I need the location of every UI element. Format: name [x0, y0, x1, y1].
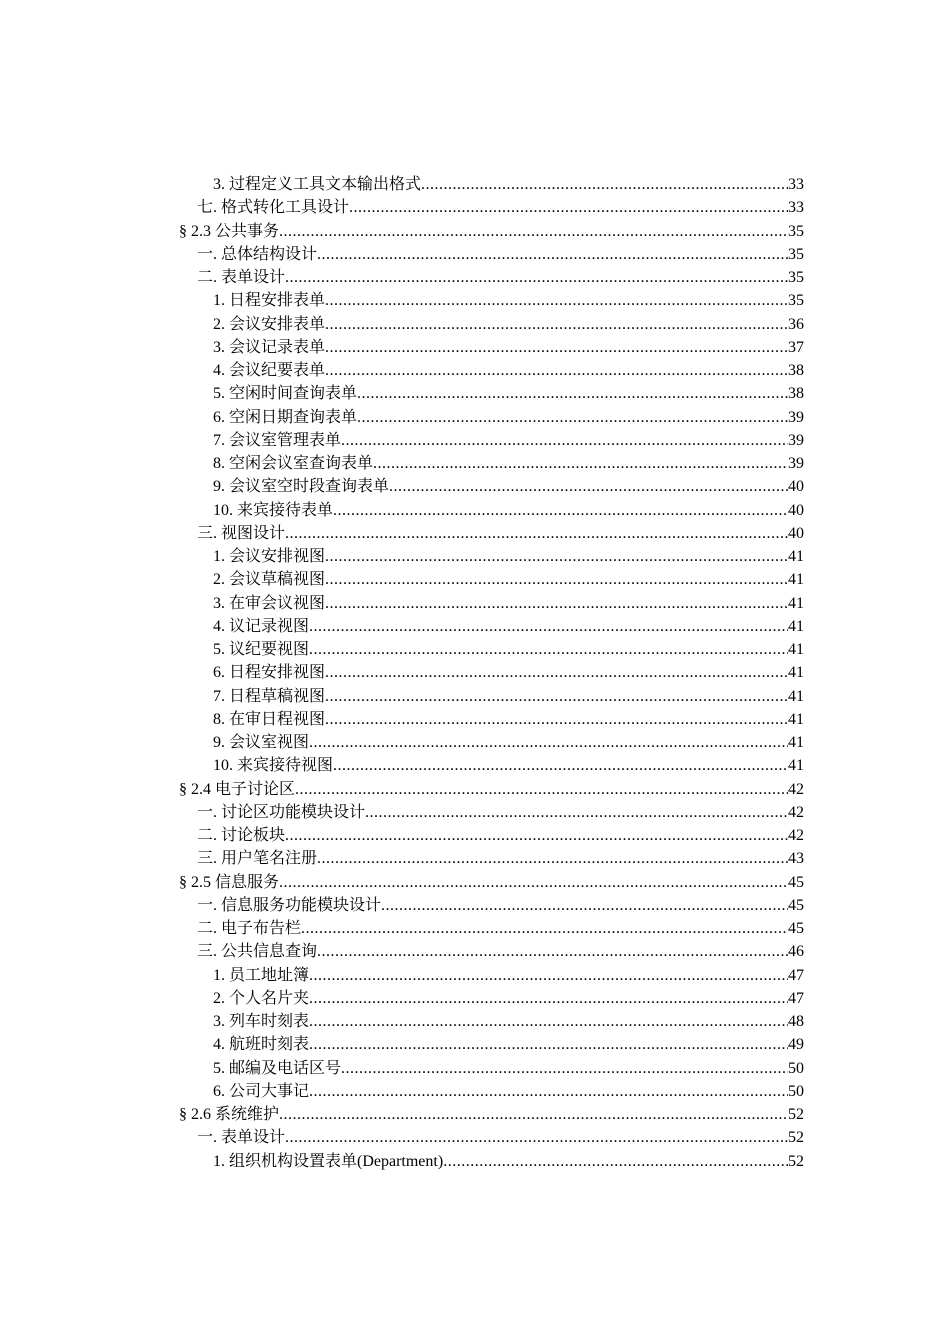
toc-entry-page-number: 41	[788, 571, 804, 589]
toc-entry-page-number: 41	[788, 641, 804, 658]
toc-entry[interactable]	[0, 429, 950, 452]
toc-entry-page-number: 49	[788, 1036, 804, 1054]
toc-entry-page-number: 50	[788, 1082, 804, 1100]
toc-entry[interactable]	[0, 1126, 950, 1149]
toc-entry-page-number: 33	[788, 199, 804, 217]
toc-entry[interactable]	[0, 1150, 950, 1173]
toc-entry-page-number: 41	[788, 687, 804, 705]
dot-leader	[309, 1080, 788, 1103]
dot-leader	[325, 545, 788, 568]
dot-leader	[309, 731, 788, 754]
toc-entry-page-number: 40	[788, 524, 804, 542]
dot-leader	[325, 708, 788, 731]
dot-leader	[365, 801, 788, 824]
toc-entry-title: 1. 组织机构设置表单(Department)	[213, 1152, 444, 1170]
toc-entry-title: 3. 在审会议视图	[213, 594, 326, 612]
toc-entry[interactable]	[0, 685, 950, 708]
toc-entry-title: 6. 日程安排视图	[213, 664, 326, 682]
toc-entry-title: 二. 电子布告栏	[197, 920, 302, 937]
toc-entry-title: 7. 日程草稿视图	[213, 687, 326, 705]
toc-entry-title: § 2.5 信息服务	[179, 873, 280, 891]
toc-entry[interactable]	[0, 266, 950, 289]
dot-leader	[373, 452, 788, 475]
dot-leader	[325, 359, 788, 382]
toc-entry-page-number: 38	[788, 385, 804, 403]
toc-entry-title: 5. 空闲时间查询表单	[213, 385, 358, 403]
toc-entry[interactable]	[0, 499, 950, 522]
toc-entry[interactable]	[0, 475, 950, 498]
toc-entry-page-number: 40	[788, 478, 804, 496]
toc-entry-title: 二. 表单设计	[197, 269, 286, 286]
toc-entry-page-number: 36	[788, 315, 804, 333]
toc-entry[interactable]	[0, 568, 950, 591]
toc-entry-page-number: 45	[788, 920, 804, 937]
dot-leader	[357, 382, 788, 405]
toc-entry[interactable]	[0, 196, 950, 219]
toc-entry-title: 1. 员工地址簿	[213, 966, 310, 984]
toc-entry-title: 一. 表单设计	[197, 1129, 286, 1147]
dot-leader	[421, 173, 788, 196]
dot-leader	[309, 615, 788, 638]
toc-entry-page-number: 35	[788, 222, 804, 240]
toc-entry-title: 8. 空闲会议室查询表单	[213, 455, 374, 472]
dot-leader	[279, 220, 788, 243]
toc-entry[interactable]	[0, 754, 950, 777]
toc-entry[interactable]	[0, 173, 950, 196]
toc-entry-page-number: 41	[788, 617, 804, 635]
toc-entry[interactable]	[0, 708, 950, 731]
dot-leader	[389, 475, 788, 498]
toc-entry-page-number: 39	[788, 408, 804, 426]
toc-entry[interactable]	[0, 801, 950, 824]
dot-leader	[309, 1033, 788, 1056]
toc-entry[interactable]	[0, 917, 950, 940]
dot-leader	[341, 429, 788, 452]
toc-entry-title: 2. 会议草稿视图	[213, 571, 326, 589]
dot-leader	[285, 1126, 788, 1149]
toc-entry[interactable]	[0, 382, 950, 405]
toc-entry-title: 9. 会议室视图	[213, 734, 310, 751]
toc-entry-title: 三. 公共信息查询	[197, 943, 318, 961]
toc-entry-title: § 2.3 公共事务	[179, 222, 280, 240]
toc-entry[interactable]	[0, 940, 950, 963]
dot-leader	[325, 592, 788, 615]
toc-entry[interactable]	[0, 661, 950, 684]
toc-entry[interactable]	[0, 406, 950, 429]
toc-entry[interactable]	[0, 847, 950, 870]
toc-entry-title: 6. 空闲日期查询表单	[213, 408, 358, 426]
dot-leader	[325, 685, 788, 708]
dot-leader	[309, 964, 788, 987]
toc-entry-page-number: 42	[788, 803, 804, 821]
dot-leader	[325, 289, 788, 312]
toc-entry-page-number: 52	[788, 1106, 804, 1123]
toc-entry-title: 2. 个人名片夹	[213, 989, 310, 1007]
dot-leader	[285, 824, 788, 847]
dot-leader	[301, 917, 788, 940]
toc-entry-title: 10. 来宾接待视图	[213, 757, 334, 775]
dot-leader	[279, 871, 788, 894]
toc-entry-page-number: 41	[788, 734, 804, 751]
toc-entry-page-number: 38	[788, 362, 804, 379]
toc-entry[interactable]	[0, 824, 950, 847]
toc-entry[interactable]	[0, 359, 950, 382]
toc-entry-page-number: 39	[788, 431, 804, 449]
dot-leader	[443, 1150, 788, 1173]
dot-leader	[333, 499, 788, 522]
toc-entry[interactable]	[0, 894, 950, 917]
toc-entry[interactable]	[0, 452, 950, 475]
toc-entry[interactable]	[0, 1057, 950, 1080]
dot-leader	[295, 778, 788, 801]
toc-entry[interactable]	[0, 1103, 950, 1126]
toc-entry-title: 2. 会议安排表单	[213, 315, 326, 333]
toc-entry-page-number: 35	[788, 269, 804, 286]
toc-entry-page-number: 42	[788, 827, 804, 844]
toc-entry[interactable]	[0, 1010, 950, 1033]
dot-leader	[325, 568, 788, 591]
dot-leader	[333, 754, 788, 777]
dot-leader	[349, 196, 788, 219]
toc-entry[interactable]	[0, 778, 950, 801]
toc-entry-page-number: 47	[788, 966, 804, 984]
dot-leader	[341, 1057, 788, 1080]
toc-entry-title: 3. 会议记录表单	[213, 338, 326, 356]
toc-entry-title: 5. 邮编及电话区号	[213, 1059, 342, 1077]
toc-entry-page-number: 42	[788, 780, 804, 798]
dot-leader	[309, 987, 788, 1010]
toc-entry-page-number: 47	[788, 989, 804, 1007]
toc-entry[interactable]	[0, 336, 950, 359]
toc-entry-page-number: 41	[788, 594, 804, 612]
dot-leader	[325, 336, 788, 359]
toc-entry-page-number: 45	[788, 896, 804, 914]
toc-entry-page-number: 48	[788, 1013, 804, 1030]
dot-leader	[325, 661, 788, 684]
toc-entry-title: 8. 在审日程视图	[213, 710, 326, 728]
toc-entry-page-number: 41	[788, 710, 804, 728]
toc-entry-title: 三. 用户笔名注册	[197, 850, 318, 868]
toc-entry[interactable]	[0, 871, 950, 894]
toc-entry-title: 三. 视图设计	[197, 524, 286, 542]
toc-entry-page-number: 43	[788, 850, 804, 868]
toc-entry-title: 4. 议记录视图	[213, 617, 310, 635]
toc-entry[interactable]	[0, 1033, 950, 1056]
toc-entry-title: 5. 议纪要视图	[213, 641, 310, 658]
toc-entry[interactable]	[0, 220, 950, 243]
toc-entry-title: 6. 公司大事记	[213, 1082, 310, 1100]
toc-entry-page-number: 35	[788, 245, 804, 263]
toc-entry-page-number: 41	[788, 548, 804, 565]
dot-leader	[317, 940, 788, 963]
toc-entry-page-number: 41	[788, 757, 804, 775]
toc-entry[interactable]	[0, 289, 950, 312]
toc-entry[interactable]	[0, 545, 950, 568]
toc-entry-title: 1. 日程安排表单	[213, 292, 326, 310]
toc-entry-page-number: 35	[788, 292, 804, 310]
toc-entry[interactable]	[0, 592, 950, 615]
toc-entry-page-number: 40	[788, 501, 804, 519]
toc-entry-title: 一. 信息服务功能模块设计	[197, 896, 382, 914]
toc-entry-page-number: 33	[788, 176, 804, 193]
dot-leader	[317, 243, 788, 266]
dot-leader	[357, 406, 788, 429]
toc-entry-page-number: 45	[788, 873, 804, 891]
dot-leader	[285, 266, 788, 289]
dot-leader	[309, 638, 788, 661]
toc-entry[interactable]	[0, 615, 950, 638]
table-of-contents	[0, 173, 950, 1173]
toc-entry-title: 9. 会议室空时段查询表单	[213, 478, 390, 496]
toc-entry-title: 七. 格式转化工具设计	[197, 199, 350, 217]
toc-entry-page-number: 52	[788, 1129, 804, 1147]
toc-entry-title: 3. 过程定义工具文本输出格式	[213, 176, 422, 193]
toc-entry-title: 3. 列车时刻表	[213, 1013, 310, 1030]
toc-entry-title: 一. 总体结构设计	[197, 245, 318, 263]
toc-entry[interactable]	[0, 243, 950, 266]
toc-entry[interactable]	[0, 987, 950, 1010]
dot-leader	[309, 1010, 788, 1033]
toc-entry[interactable]	[0, 964, 950, 987]
toc-entry-page-number: 41	[788, 664, 804, 682]
toc-entry-page-number: 39	[788, 455, 804, 472]
dot-leader	[279, 1103, 788, 1126]
toc-entry-title: 4. 会议纪要表单	[213, 362, 326, 379]
toc-entry-title: § 2.6 系统维护	[179, 1106, 280, 1123]
toc-entry-title: 二. 讨论板块	[197, 827, 286, 844]
toc-entry-title: 4. 航班时刻表	[213, 1036, 310, 1054]
toc-entry-page-number: 37	[788, 338, 804, 356]
toc-entry[interactable]	[0, 638, 950, 661]
toc-entry-title: 一. 讨论区功能模块设计	[197, 803, 366, 821]
toc-entry[interactable]	[0, 522, 950, 545]
toc-entry-title: § 2.4 电子讨论区	[179, 780, 296, 798]
dot-leader	[325, 313, 788, 336]
toc-entry-title: 7. 会议室管理表单	[213, 431, 342, 449]
toc-entry-page-number: 46	[788, 943, 804, 961]
dot-leader	[317, 847, 788, 870]
toc-entry-page-number: 50	[788, 1059, 804, 1077]
toc-entry-title: 10. 来宾接待表单	[213, 501, 334, 519]
dot-leader	[381, 894, 788, 917]
toc-entry[interactable]	[0, 313, 950, 336]
toc-entry[interactable]	[0, 1080, 950, 1103]
toc-entry-title: 1. 会议安排视图	[213, 548, 326, 565]
dot-leader	[285, 522, 788, 545]
toc-entry-page-number: 52	[788, 1152, 804, 1170]
toc-entry[interactable]	[0, 731, 950, 754]
